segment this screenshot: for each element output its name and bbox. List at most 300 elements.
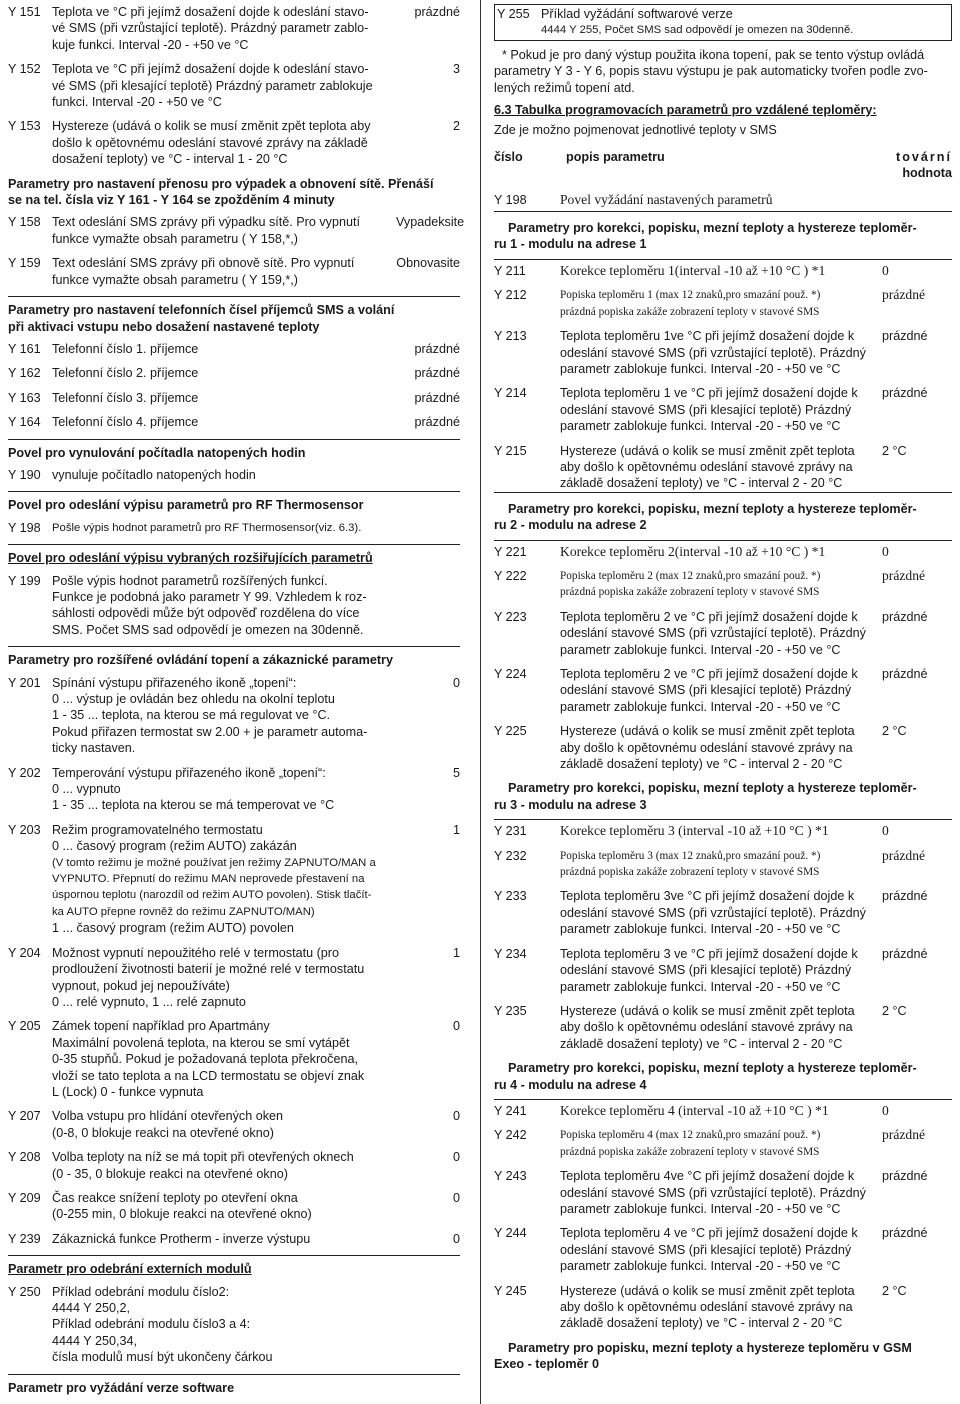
parameter-number: Y 161 [8, 341, 41, 356]
parameter-number: Y 224 [494, 667, 527, 681]
text-line: hodnota [902, 166, 952, 181]
parameter-default: prázdné [882, 1127, 926, 1143]
parameter-number: Y 203 [8, 822, 41, 837]
parameter-number: Y 152 [8, 62, 41, 77]
parameter-description [560, 666, 874, 715]
parameter-default: prázdné [882, 889, 928, 904]
parameter-number: Y 235 [494, 1003, 527, 1018]
parameter-row [8, 341, 460, 357]
parameter-description [560, 385, 874, 434]
parameter-description [52, 414, 396, 430]
parameter-description [52, 1190, 396, 1223]
parameter-description [52, 945, 396, 1011]
sub-heading: Zde je možno pojmenovat jednotlivé teploty v SMS [494, 123, 777, 138]
text-line: Vypadek [396, 215, 445, 230]
parameter-row [494, 819, 952, 839]
text-line: (0-255 min, 0 blokuje reakci na otevřené okno) [52, 1207, 312, 1222]
text-line: Zámek topení například pro Apartmány [52, 1019, 270, 1034]
parameter-row [8, 61, 460, 110]
text-line: 0 ... výstup je ovládán bez ohledu na okolní teplotu [52, 692, 335, 706]
text-line: vé SMS (při klesající teplotě) Prázdný parametr zablokuje [52, 78, 373, 93]
parameter-description [52, 675, 396, 757]
parameter-description [52, 255, 396, 288]
text-line: 0 ... časový program (režim AUTO) zakázán [52, 839, 297, 854]
text-line: (V tomto režimu je možné používat jen režimy ZAPNUTO/MAN a [52, 856, 376, 869]
table-header [494, 149, 952, 182]
parameter-number: Y 245 [494, 1283, 527, 1298]
parameter-row [8, 675, 460, 757]
parameter-default: 0 [882, 262, 889, 278]
text-line: vé SMS (při vzrůstající teplotě). Prázdný parametr zablo- [52, 21, 369, 36]
parameter-row [8, 1190, 460, 1223]
text-line: Teplota teploměru 1 ve °C při jejímž dosažení dojde k [560, 386, 858, 401]
section-rule [8, 544, 460, 545]
section-heading [8, 302, 460, 335]
text-line: Parametry pro nastavení telefonních čísel příjemců SMS a volání [8, 303, 395, 318]
parameter-default: prázdné [414, 5, 460, 19]
parameter-description [52, 61, 396, 110]
text-line: Hystereze (udává o kolik se musí změnit zpět teplota [560, 1003, 855, 1018]
parameter-default: prázdné [882, 386, 928, 401]
parameter-description [52, 214, 396, 247]
parameter-description [52, 765, 396, 814]
text-line: Maximální povolená teplota, na kterou se smí vytápět [52, 1035, 350, 1050]
text-line: (0-8, 0 blokuje reakci na otevřené okno) [52, 1125, 274, 1140]
parameter-description [560, 1127, 874, 1160]
text-line: Teplota ve °C při jejímž dosažení dojde k odeslání stavo- [52, 5, 369, 19]
right-column [494, 4, 952, 1379]
parameter-default: prázdné [882, 946, 928, 961]
parameter-number: Y 202 [8, 765, 41, 780]
parameter-number: Y 163 [8, 390, 41, 405]
parameter-row [8, 520, 460, 536]
text-line: odeslání stavové SMS (při klesající teplotě) Prázdný [560, 1242, 852, 1257]
text-line: site [444, 215, 465, 230]
text-line: Popiska teploměru 4 (max 12 znaků,pro smazání použ. *) [560, 1129, 821, 1142]
parameter-number: Y 215 [494, 443, 527, 458]
parameter-row [494, 888, 952, 937]
parameter-row [8, 945, 460, 1011]
text-line: Režim programovatelného termostatu [52, 822, 263, 837]
parameter-number: Y 209 [8, 1190, 41, 1205]
parameter-description [560, 723, 874, 772]
text-line: Parametry pro nastavení přenosu pro výpadek a obnovení sítě. Přenáší [8, 176, 434, 191]
text-line: Parametry pro korekci, popisku, mezní teploty a hystereze teploměr- [508, 1061, 917, 1076]
parameter-default [396, 214, 464, 230]
parameter-row [494, 1283, 952, 1332]
text-line: Teplota teploměru 1ve °C při jejímž dosažení dojde k [560, 329, 855, 344]
parameter-number: Y 204 [8, 945, 41, 960]
text-line: Hystereze (udává o kolik se musí změnit zpět teplota aby [52, 119, 371, 134]
parameter-row [494, 848, 952, 881]
text-line: vloží se tato teplota a na LCD termostatu se objeví znak [52, 1068, 365, 1083]
version-box [494, 4, 952, 41]
parameter-default: prázdné [882, 847, 926, 863]
text-line: odeslání stavové SMS (při vzrůstající teplotě). Prázdný [560, 345, 866, 360]
parameter-number: Y 233 [494, 889, 527, 904]
parameter-default: 1 [452, 822, 460, 837]
text-line: Teplota teploměru 3ve °C při jejímž dosažení dojde k [560, 889, 855, 904]
text-line: 4444 Y 255, Počet SMS sad odpovědí je omezen na 30denně. [541, 24, 854, 37]
text-line: Text odeslání SMS zprávy při obnově sítě. Pro vypnutí [52, 256, 355, 271]
text-line: základě dosažení teploty) ve °C - interval 2 - 20 °C [560, 1316, 843, 1331]
parameter-description [52, 1231, 396, 1247]
text-line: Exeo - teploměr 0 [494, 1357, 599, 1372]
section-heading: Povel pro odeslání výpisu vybraných rozšiřujících parametrů [8, 551, 373, 566]
text-line: Povel vyžádání nastavených parametrů [560, 191, 773, 207]
text-line: úspornou teplotu (narozdíl od režim AUTO povolen). Stisk tlačít- [52, 889, 372, 902]
parameter-description [560, 609, 874, 658]
section-heading: 6.3 Tabulka programovacích parametrů pro vzdálené teploměry: [494, 103, 877, 118]
text-line: ka AUTO přepne rovněž do režimu ZAPNUTO/MAN) [52, 905, 315, 918]
text-line: odeslání stavové SMS (při vzrůstající teplotě). Prázdný [560, 626, 866, 641]
parameter-description [560, 328, 874, 377]
text-line: parametr zablokuje funkci. Interval -20 - +50 ve °C [560, 699, 841, 714]
parameter-default: 2 [452, 119, 460, 134]
text-line: ru 2 - modulu na adrese 2 [494, 518, 647, 533]
text-line: tovární [896, 149, 952, 164]
text-line: vypnout, pokud jej nepoužíváte) [52, 978, 230, 993]
parameter-description [541, 6, 853, 39]
parameter-description [52, 1284, 396, 1366]
text-line: při aktivaci vstupu nebo dosažení nastavené teploty [8, 319, 320, 334]
parameter-default: prázdné [882, 667, 928, 681]
parameter-number: Y 255 [497, 7, 530, 21]
text-line: 4444 Y 250,34, [52, 1333, 137, 1348]
parameter-description [52, 1018, 396, 1100]
parameter-description [560, 946, 874, 995]
text-line: funkce vymažte obsah parametru ( Y 159,*,) [52, 272, 298, 287]
parameter-row [8, 414, 460, 430]
text-line: prázdná popiska zakáže zobrazení teploty v stavové SMS [560, 1145, 820, 1158]
text-line: Teplota teploměru 2 ve °C při jejímž dosažení dojde k [560, 667, 858, 681]
text-line: Korekce teploměru 4 (interval -10 až +10 °C ) *1 [560, 1102, 829, 1118]
text-line: lených režimů topení atd. [494, 80, 635, 95]
parameter-description [560, 544, 874, 560]
text-line: čísla modulů musí být ukončeny čárkou [52, 1350, 273, 1365]
section-rule [8, 646, 460, 647]
parameter-default: prázdné [414, 390, 460, 405]
parameter-row [8, 365, 460, 381]
text-line: Popiska teploměru 1 (max 12 znaků,pro smazání použ. *) [560, 289, 821, 302]
parameter-number: Y 232 [494, 848, 527, 863]
text-line: Příklad odebrání modulu číslo3 a 4: [52, 1317, 251, 1332]
parameter-row [8, 118, 460, 167]
parameter-description [52, 365, 396, 381]
parameter-default: 0 [452, 1109, 460, 1124]
parameter-description [52, 341, 396, 357]
section-rule [8, 296, 460, 297]
section-rule [8, 491, 460, 492]
parameter-row [494, 1003, 952, 1052]
parameter-row [8, 1108, 460, 1141]
text-line: kuje funkci. Interval -20 - +50 ve °C [52, 37, 249, 52]
parameter-row [494, 1099, 952, 1119]
parameter-row [494, 723, 952, 772]
parameter-default: 2 °C [882, 1003, 907, 1018]
text-line: Pokud přiřazen termostat sw 2.00 + je parametr automa- [52, 724, 368, 739]
section-heading: Povel pro odeslání výpisu parametrů pro RF Thermosensor [8, 498, 364, 513]
parameter-number: Y 198 [494, 192, 527, 207]
text-line: Teplota teploměru 4 ve °C při jejímž dosažení dojde k [560, 1226, 858, 1241]
parameter-number: Y 151 [8, 5, 41, 19]
parameter-number: Y 214 [494, 386, 527, 401]
parameter-default: 0 [882, 823, 889, 839]
parameter-number: Y 242 [494, 1128, 527, 1143]
text-line: Temperování výstupu přiřazeného ikoně „topení“: [52, 765, 326, 780]
text-line: Telefonní číslo 4. příjemce [52, 415, 199, 430]
text-line: parametr zablokuje funkci. Interval -20 - +50 ve °C [560, 419, 841, 434]
section-heading [494, 220, 952, 253]
text-line: odeslání stavové SMS (při klesající teplotě) Prázdný [560, 683, 852, 698]
parameter-row [8, 1284, 460, 1366]
text-line: Teplota teploměru 3 ve °C při jejímž dosažení dojde k [560, 946, 858, 961]
section-heading [494, 1340, 952, 1373]
text-line: SMS. Počet SMS sad odpovědí je omezen na 30denně. [52, 622, 364, 637]
parameter-row [494, 192, 952, 212]
parameter-description [560, 192, 874, 208]
parameter-row [8, 1018, 460, 1100]
text-line: prázdná popiska zakáže zobrazení teploty v stavové SMS [560, 305, 820, 318]
parameter-default: prázdné [882, 287, 926, 303]
parameter-default: 3 [452, 62, 460, 77]
parameter-row [494, 287, 952, 320]
parameter-default: prázdné [882, 329, 928, 344]
text-line: Popiska teploměru 3 (max 12 znaků,pro smazání použ. *) [560, 849, 821, 862]
parameter-description [560, 568, 874, 601]
parameter-row [494, 1168, 952, 1217]
parameter-number: Y 201 [8, 675, 41, 690]
text-line: Telefonní číslo 2. příjemce [52, 366, 199, 381]
section-rule [8, 1374, 460, 1375]
text-line: Korekce teploměru 3 (interval -10 až +10 °C ) *1 [560, 823, 829, 839]
text-line: Volba teploty na níž se má topit při otevřených oknech [52, 1150, 354, 1165]
parameter-row [8, 1149, 460, 1182]
text-line: odeslání stavové SMS (při vzrůstající teplotě). Prázdný [560, 905, 866, 920]
text-line: ru 1 - modulu na adrese 1 [494, 237, 647, 252]
text-line: Zákaznická funkce Protherm - inverze výstupu [52, 1231, 311, 1246]
parameter-description [560, 823, 874, 839]
parameter-number: Y 239 [8, 1231, 41, 1246]
text-line: se na tel. čísla viz Y 161 - Y 164 se zpožděním 4 minuty [8, 193, 335, 208]
parameter-description [560, 263, 874, 279]
parameter-description [52, 1108, 396, 1141]
parameter-default: prázdné [414, 341, 460, 356]
text-line: odeslání stavové SMS (při klesající teplotě) Prázdný [560, 402, 852, 417]
parameter-number: Y 225 [494, 724, 527, 739]
parameter-number: Y 158 [8, 215, 41, 230]
parameter-default: 0 [452, 1231, 460, 1246]
parameter-default: 5 [452, 765, 460, 780]
parameter-default [396, 255, 460, 271]
parameter-description [52, 467, 396, 483]
parameter-default: prázdné [882, 567, 926, 583]
parameter-default: 2 °C [882, 1283, 907, 1298]
parameter-row [494, 946, 952, 995]
parameter-default: 0 [452, 1190, 460, 1205]
parameter-number: Y 221 [494, 544, 527, 559]
text-line: Možnost vypnutí nepoužitého relé v termostatu (pro [52, 945, 340, 960]
text-line: aby došlo k opětovnému odeslání stavové zprávy na [560, 459, 853, 474]
text-line: (0 - 35, 0 blokuje reakci na otevřené okno) [52, 1166, 288, 1181]
parameter-row [8, 467, 460, 483]
section-heading [494, 780, 952, 813]
text-line: aby došlo k opětovnému odeslání stavové zprávy na [560, 1020, 853, 1035]
parameter-number: Y 212 [494, 288, 527, 303]
text-line: parametr zablokuje funkci. Interval -20 - +50 ve °C [560, 1201, 841, 1216]
text-line: prázdná popiska zakáže zobrazení teploty v stavové SMS [560, 586, 820, 599]
parameter-description [560, 287, 874, 320]
parameter-row [494, 568, 952, 601]
parameter-row [494, 609, 952, 658]
text-line: VYPNUTO. Přepnutí do režimu MAN neprovede přestavení na [52, 873, 365, 886]
parameter-description [560, 1283, 874, 1332]
parameter-default: 0 [882, 543, 889, 559]
parameter-description [52, 4, 396, 53]
text-line: * Pokud je pro daný výstup použita ikona topení, pak se tento výstup ovládá [502, 47, 925, 62]
parameter-number: Y 243 [494, 1169, 527, 1184]
text-line: 0-35 stupňů. Pokud je požadovaná teplota překročena, [52, 1052, 358, 1067]
text-line: L (Lock) 0 - funkce vypnuta [52, 1084, 204, 1099]
section-rule [8, 1255, 460, 1256]
left-column [8, 4, 465, 1402]
parameter-row [8, 1231, 460, 1247]
section-heading: Povel pro vynulování počítadla natopených hodin [8, 445, 306, 460]
text-line: 1 - 35 ... teplota na kterou se má temperovat ve °C [52, 798, 335, 813]
parameter-description [560, 848, 874, 881]
text-line: odeslání stavové SMS (při vzrůstající teplotě). Prázdný [560, 1185, 866, 1200]
parameter-row [494, 666, 952, 715]
text-line: ticky nastaven. [52, 741, 136, 756]
text-line: Hystereze (udává o kolik se musí změnit zpět teplota [560, 724, 855, 739]
parameter-number: Y 211 [494, 263, 526, 278]
text-line: základě dosažení teploty) ve °C - interval 2 - 20 °C [560, 1036, 843, 1051]
text-line: Korekce teploměru 1(interval -10 až +10 °C ) *1 [560, 262, 826, 278]
text-line: Příklad odebrání modulu číslo2: [52, 1284, 230, 1299]
text-line: 0 ... vypnuto [52, 782, 121, 797]
parameter-number: Y 213 [494, 329, 527, 344]
text-line: sáhlosti odpovědi může být odpověď rozdělena do více [52, 606, 360, 621]
parameter-number: Y 231 [494, 824, 527, 839]
text-line: vynuluje počítadlo natopených hodin [52, 467, 256, 482]
parameter-row [494, 328, 952, 377]
parameter-row [8, 255, 460, 288]
text-line: základě dosažení teploty) ve °C - interval 2 - 20 °C [560, 757, 843, 772]
text-line: Čas reakce snížení teploty po otevření okna [52, 1190, 298, 1205]
parameter-description [560, 443, 874, 492]
parameter-number: Y 234 [494, 946, 527, 961]
parameter-default: prázdné [882, 609, 928, 624]
parameter-description [560, 1003, 874, 1052]
parameter-row [494, 385, 952, 434]
parameter-row [494, 1225, 952, 1274]
column-divider [480, 0, 481, 1404]
text-line: Hystereze (udává o kolik se musí změnit zpět teplota [560, 443, 855, 458]
parameter-row [494, 540, 952, 560]
parameter-default: 0 [452, 1019, 460, 1034]
parameter-number: Y 164 [8, 415, 41, 430]
parameter-row [8, 765, 460, 814]
text-line: parametr zablokuje funkci. Interval -20 - +50 ve °C [560, 361, 841, 376]
parameter-default: 0 [452, 675, 460, 690]
parameter-row [494, 1127, 952, 1160]
parameter-number: Y 190 [8, 467, 41, 482]
text-line: Teplota teploměru 4ve °C při jejímž dosažení dojde k [560, 1169, 855, 1184]
text-line: Obnova [396, 256, 441, 271]
parameter-row [494, 259, 952, 279]
parameter-number: Y 223 [494, 609, 527, 624]
text-line: Parametry pro popisku, mezní teploty a hystereze teploměru v GSM [508, 1340, 912, 1355]
parameter-description [52, 1149, 396, 1182]
parameter-description [560, 1168, 874, 1217]
text-line: site [440, 256, 460, 271]
parameter-row [8, 390, 460, 406]
text-line: prodloužení životnosti baterií je možné relé v termostatu [52, 962, 365, 977]
parameter-row [494, 443, 952, 493]
parameter-description [560, 1103, 874, 1119]
text-line: parametr zablokuje funkci. Interval -20 - +50 ve °C [560, 642, 841, 657]
section-heading: Parametr pro odebrání externích modulů [8, 1262, 252, 1277]
parameter-default: prázdné [414, 415, 460, 430]
text-line: Teplota teploměru 2 ve °C při jejímž dosažení dojde k [560, 609, 858, 624]
text-line: Teplota ve °C při jejímž dosažení dojde k odeslání stavo- [52, 62, 369, 77]
text-line: Popiska teploměru 2 (max 12 znaků,pro smazání použ. *) [560, 569, 821, 582]
column-number: číslo [494, 149, 523, 164]
column-description: popis parametru [566, 149, 665, 164]
parameter-default: 1 [452, 945, 460, 960]
parameter-number: Y 208 [8, 1150, 41, 1165]
section-heading: Parametry pro rozšířené ovládání topení a zákaznické parametry [8, 653, 393, 668]
parameter-number: Y 153 [8, 119, 41, 134]
parameter-default: prázdné [882, 1226, 928, 1241]
text-line: Pošle výpis hodnot parametrů rozšířených funkcí. [52, 573, 328, 588]
parameter-description [560, 1225, 874, 1274]
parameter-description [52, 520, 396, 536]
section-rule [8, 439, 460, 440]
parameter-number: Y 222 [494, 568, 527, 583]
parameter-row [8, 822, 460, 937]
parameter-number: Y 198 [8, 520, 41, 535]
parameter-description [52, 822, 396, 937]
parameter-default: 0 [452, 1150, 460, 1165]
text-line: Telefonní číslo 1. příjemce [52, 341, 199, 356]
text-line: parametr zablokuje funkci. Interval -20 - +50 ve °C [560, 979, 841, 994]
parameter-number: Y 244 [494, 1226, 527, 1241]
section-heading [494, 1060, 952, 1093]
text-line: Funkce je podobná jako parametr Y 99. Vzhledem k roz- [52, 589, 367, 604]
text-line: aby došlo k opětovnému odeslání stavové zprávy na [560, 1300, 853, 1314]
text-line: parametr zablokuje funkci. Interval -20 - +50 ve °C [560, 922, 841, 937]
text-line: 1 - 35 ... teplota, na kterou se má regulovat ve °C. [52, 708, 331, 723]
text-line: parametr zablokuje funkci. Interval -20 - +50 ve °C [560, 1259, 841, 1274]
text-line: základě dosažení teploty) ve °C - interval 2 - 20 °C [560, 476, 843, 491]
parameter-description [52, 390, 396, 406]
text-line: funkce vymažte obsah parametru ( Y 158,*,) [52, 231, 298, 246]
text-line: Parametry pro korekci, popisku, mezní teploty a hystereze teploměr- [508, 221, 917, 236]
parameter-default: prázdné [882, 1169, 928, 1184]
parameter-number: Y 162 [8, 366, 41, 381]
text-line: Korekce teploměru 2(interval -10 až +10 °C ) *1 [560, 543, 826, 559]
parameter-number: Y 159 [8, 256, 41, 271]
text-line: Příklad vyžádání softwarové verze [541, 7, 733, 21]
text-line: Spínání výstupu přiřazeného ikoně „topení“: [52, 675, 297, 690]
parameter-number: Y 205 [8, 1019, 41, 1034]
text-line: dosažení teploty) ve °C - interval 1 - 20 °C [52, 152, 288, 167]
parameter-number: Y 199 [8, 573, 41, 588]
text-line: prázdná popiska zakáže zobrazení teploty v stavové SMS [560, 866, 820, 879]
text-line: ru 3 - modulu na adrese 3 [494, 797, 647, 812]
text-line: funkci. Interval -20 - +50 ve °C [52, 95, 222, 110]
